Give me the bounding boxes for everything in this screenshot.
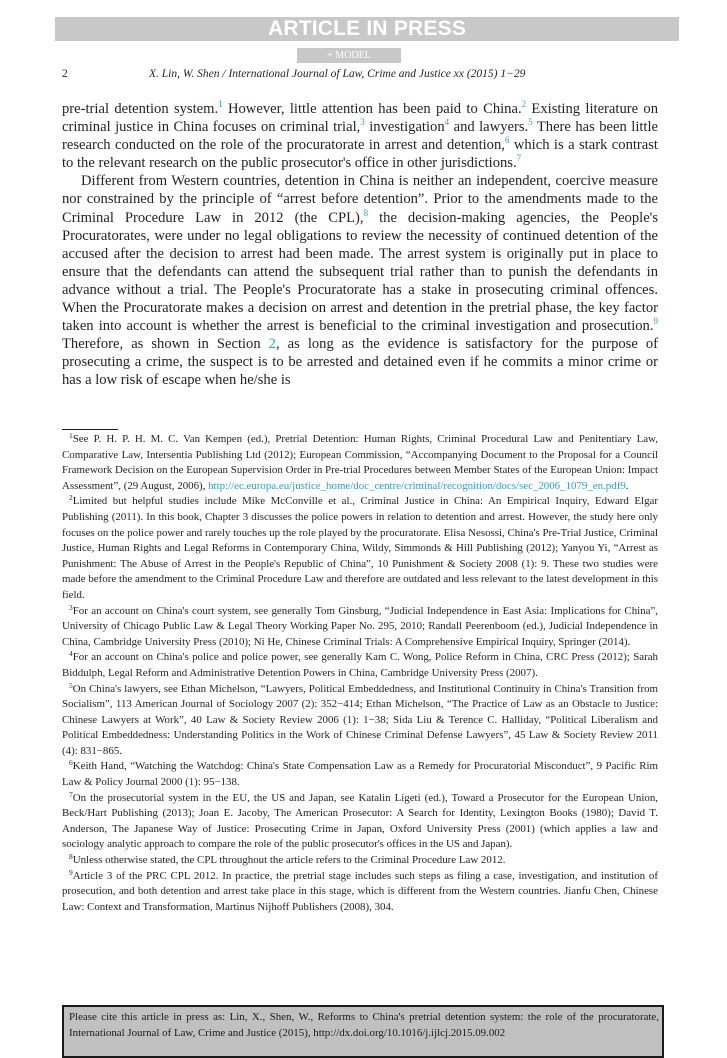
footnote-number: 7 bbox=[69, 789, 73, 799]
footnote-separator bbox=[62, 429, 118, 430]
footnote-ref-2[interactable]: 2 bbox=[521, 99, 527, 109]
footnote-7 bbox=[62, 791, 658, 853]
text-run: investigation bbox=[364, 119, 445, 136]
footnote-3 bbox=[62, 604, 658, 651]
citation-text: Please cite this article in press as: Lin, X., Shen, W., Reforms to China's pretrial detention system: the role of the procuratorate, International Journal of Law, Crime and Justice (2015), http://dx.doi.org/10.1016/j.ijlcj.2015.09.002 bbox=[69, 1011, 659, 1039]
footnote-url-link[interactable]: http://ec.europa.eu/justice_home/doc_centre/criminal/recognition/docs/sec_2006_1079_en.pdf9 bbox=[208, 479, 626, 492]
footnote-ref-9[interactable]: 9 bbox=[653, 316, 658, 327]
footnote-ref-4[interactable]: 4 bbox=[444, 117, 450, 128]
footnote-text: See P. H. P. H. M. C. Van Kempen (ed.), Pretrial Detention: Human Rights, Criminal Procedural Law and Penitentiary Law, Comparative Law, Intersentia Publishing Ltd (2012); European Commission, “Accompanying Document to the Proposal for a Council Framework Decision on the European Supervision Order in Pre-trial Procedures between Member States of the European Union: Impact Assessment”, (29 August, 2006), bbox=[62, 433, 658, 492]
footnote-text: For an account on China's court system, see generally Tom Ginsburg, “Judicial Independence in East Asia: Implications for China”, University of Chicago Public Law & Legal Theory Working Paper No. 295, 2010; Randall Peerenboom (ed.), Judicial Independence in China, Cambridge University Press (2010); Ni He, Chinese Criminal Trials: A Comprehensive Empirical Inquiry, Springer (2014). bbox=[62, 604, 658, 648]
text-run: the decision-making agencies, the People's Procuratorates, were under no legal obligations to review the necessity of continued detention of the accused after the decision to arrest had been made. The arrest system is originally put in place to ensure that the defendants can attend the subsequent trial rather than to punish the defendants in advance without a trial. The People's Procuratorate has a stake in prosecuting criminal offences. When the Procuratorate makes a decision on arrest and detention in the pretrial phase, the key factor taken into account is whether the arrest is beneficial to the criminal investigation and prosecution. bbox=[62, 209, 658, 335]
article-in-press-banner: ARTICLE IN PRESS bbox=[55, 17, 679, 41]
footnote-number: 5 bbox=[69, 680, 73, 690]
footnote-9 bbox=[62, 869, 658, 916]
text-run: which is a stark contrast to the relevant research on the public prosecutor's office in other jurisdictions. bbox=[62, 137, 658, 172]
footnote-text: Unless otherwise stated, the CPL throughout the article refers to the Criminal Procedure Law 2012. bbox=[72, 854, 506, 867]
footnote-number: 9 bbox=[69, 867, 73, 877]
footnote-8 bbox=[62, 853, 658, 869]
paragraph-1 bbox=[62, 100, 658, 172]
text-run: Existing literature on criminal justice in China focuses on criminal trial, bbox=[62, 101, 658, 136]
page-number: 2 bbox=[62, 68, 68, 80]
footnote-ref-8[interactable]: 8 bbox=[363, 207, 369, 218]
footnote-ref-3[interactable]: 3 bbox=[360, 117, 365, 128]
text-run: pre-trial detention system. bbox=[62, 101, 219, 117]
footnote-1 bbox=[62, 432, 658, 494]
footnote-number: 4 bbox=[69, 649, 73, 659]
paragraph-2 bbox=[62, 172, 658, 389]
footnote-number: 1 bbox=[69, 431, 73, 440]
footnote-text: For an account on China's police and police power, see generally Kam C. Wong, Police Reform in China, CRC Press (2012); Sarah Biddulph, Legal Reform and Administrative Detention Powers in China, Cambridge University Press (2007). bbox=[62, 651, 658, 679]
cite-this-article-box bbox=[62, 1005, 664, 1058]
footnote-2 bbox=[62, 494, 658, 603]
footnote-ref-1[interactable]: 1 bbox=[218, 99, 223, 109]
model-label: + MODEL bbox=[297, 48, 401, 63]
footnote-ref-5[interactable]: 5 bbox=[528, 117, 533, 128]
journal-citation-line: X. Lin, W. Shen / International Journal of Law, Crime and Justice xx (2015) 1−29 bbox=[149, 68, 526, 80]
footnote-number: 8 bbox=[69, 852, 73, 862]
footnote-number: 6 bbox=[69, 758, 73, 768]
section-2-link[interactable]: 2 bbox=[268, 336, 276, 353]
running-head bbox=[62, 66, 658, 82]
footnote-5 bbox=[62, 682, 658, 760]
footnote-text: Article 3 of the PRC CPL 2012. In practice, the pretrial stage includes such steps as filing a case, investigation, and institution of prosecution, and both detention and arrest take place in this stage, which is different from the Western countries. Jianfu Chen, Chinese Law: Context and Transformation, Martinus Nijhoff Publishers (2008), 304. bbox=[62, 869, 658, 913]
footnote-6 bbox=[62, 759, 658, 790]
text-run: However, little attention has been paid to China. bbox=[222, 101, 522, 117]
footnote-number: 3 bbox=[69, 602, 73, 612]
text-run: , as long as the evidence is satisfactory for the purpose of prosecuting a crime, the suspect is to be arrested and detained even if he commits a minor crime or has a low risk of escape when he/she is bbox=[62, 336, 658, 389]
footnote-ref-7[interactable]: 7 bbox=[516, 153, 522, 164]
footnote-text: . bbox=[625, 479, 629, 492]
footnote-text: On China's lawyers, see Ethan Michelson, “Lawyers, Political Embeddedness, and Institutional Continuity in China's Transition from Socialism”, 113 American Journal of Sociology 2007 (2): 352−414; Ethan Michelson, “The Practice of Law as an Obstacle to Justice: Chinese Lawyers at Work”, 40 Law & Society Review 2006 (1): 1−38; Sida Liu & Terence C. Halliday, “Political Liberalism and Political Embeddedness: Understanding Politics in the Work of Chinese Criminal Defense Lawyers”, 45 Law & Society Review 2011 (4): 831−865. bbox=[62, 682, 658, 757]
text-run: and lawyers. bbox=[449, 119, 529, 136]
footnote-text: Limited but helpful studies include Mike McConville et al., Criminal Justice in China: An Empirical Inquiry, Edward Elgar Publishing (2011). In this book, Chapter 3 discusses the police powers in relation to detention and arrest. However, the study here only focuses on the police power and rarely touches up the role played by the procuratorate. Elisa Nesossi, China's Pre-Trial Justice, Criminal Justice, Human Rights and Legal Reforms in Contemporary China, Wildy, Simmonds & Hill Publishing (2012); Yanyou Yi, “Arrest as Punishment: The Abuse of Arrest in the People's Republic of China”, 10 Punishment & Society 2008 (1): 9. These two studies were made before the amendment to the Criminal Procedure Law and therefore are outdated and less relevant to the latest development in this field. bbox=[62, 495, 658, 601]
footnotes bbox=[62, 432, 658, 915]
footnote-number: 2 bbox=[69, 493, 73, 503]
footnote-ref-6[interactable]: 6 bbox=[504, 135, 510, 146]
article-body bbox=[62, 100, 658, 390]
footnote-text: Keith Hand, “Watching the Watchdog: China's State Compensation Law as a Remedy for Procuratorial Misconduct”, 9 Pacific Rim Law & Policy Journal 2000 (1): 95−138. bbox=[62, 760, 658, 789]
footnote-4 bbox=[62, 650, 658, 681]
footnote-text: On the prosecutorial system in the EU, the US and Japan, see Katalin Ligeti (ed.), Toward a Prosecutor for the European Union, Beck/Hart Publishing (2013); Joan E. Jacoby, The American Prosecutor: A Search for Identity, Lexington Books (1980); David T. Anderson, The Japanese Way of Justice: Prosecuting Crime in Japan, Oxford University Press (2001) (which applies a law and sociology analytic approach to compare the role of the public prosecutor's offices in the US and Japan). bbox=[62, 791, 658, 851]
text-run: There has been little research conducted on the role of the procuratorate in arrest and detention, bbox=[62, 119, 659, 154]
text-run: Therefore, as shown in Section bbox=[62, 336, 269, 353]
text-run: Different from Western countries, detention in China is neither an independent, coercive measure nor constrained by the principle of “arrest before detention”. Prior to the amendments made to the Criminal Procedure Law in 2012 (the CPL), bbox=[62, 173, 658, 226]
